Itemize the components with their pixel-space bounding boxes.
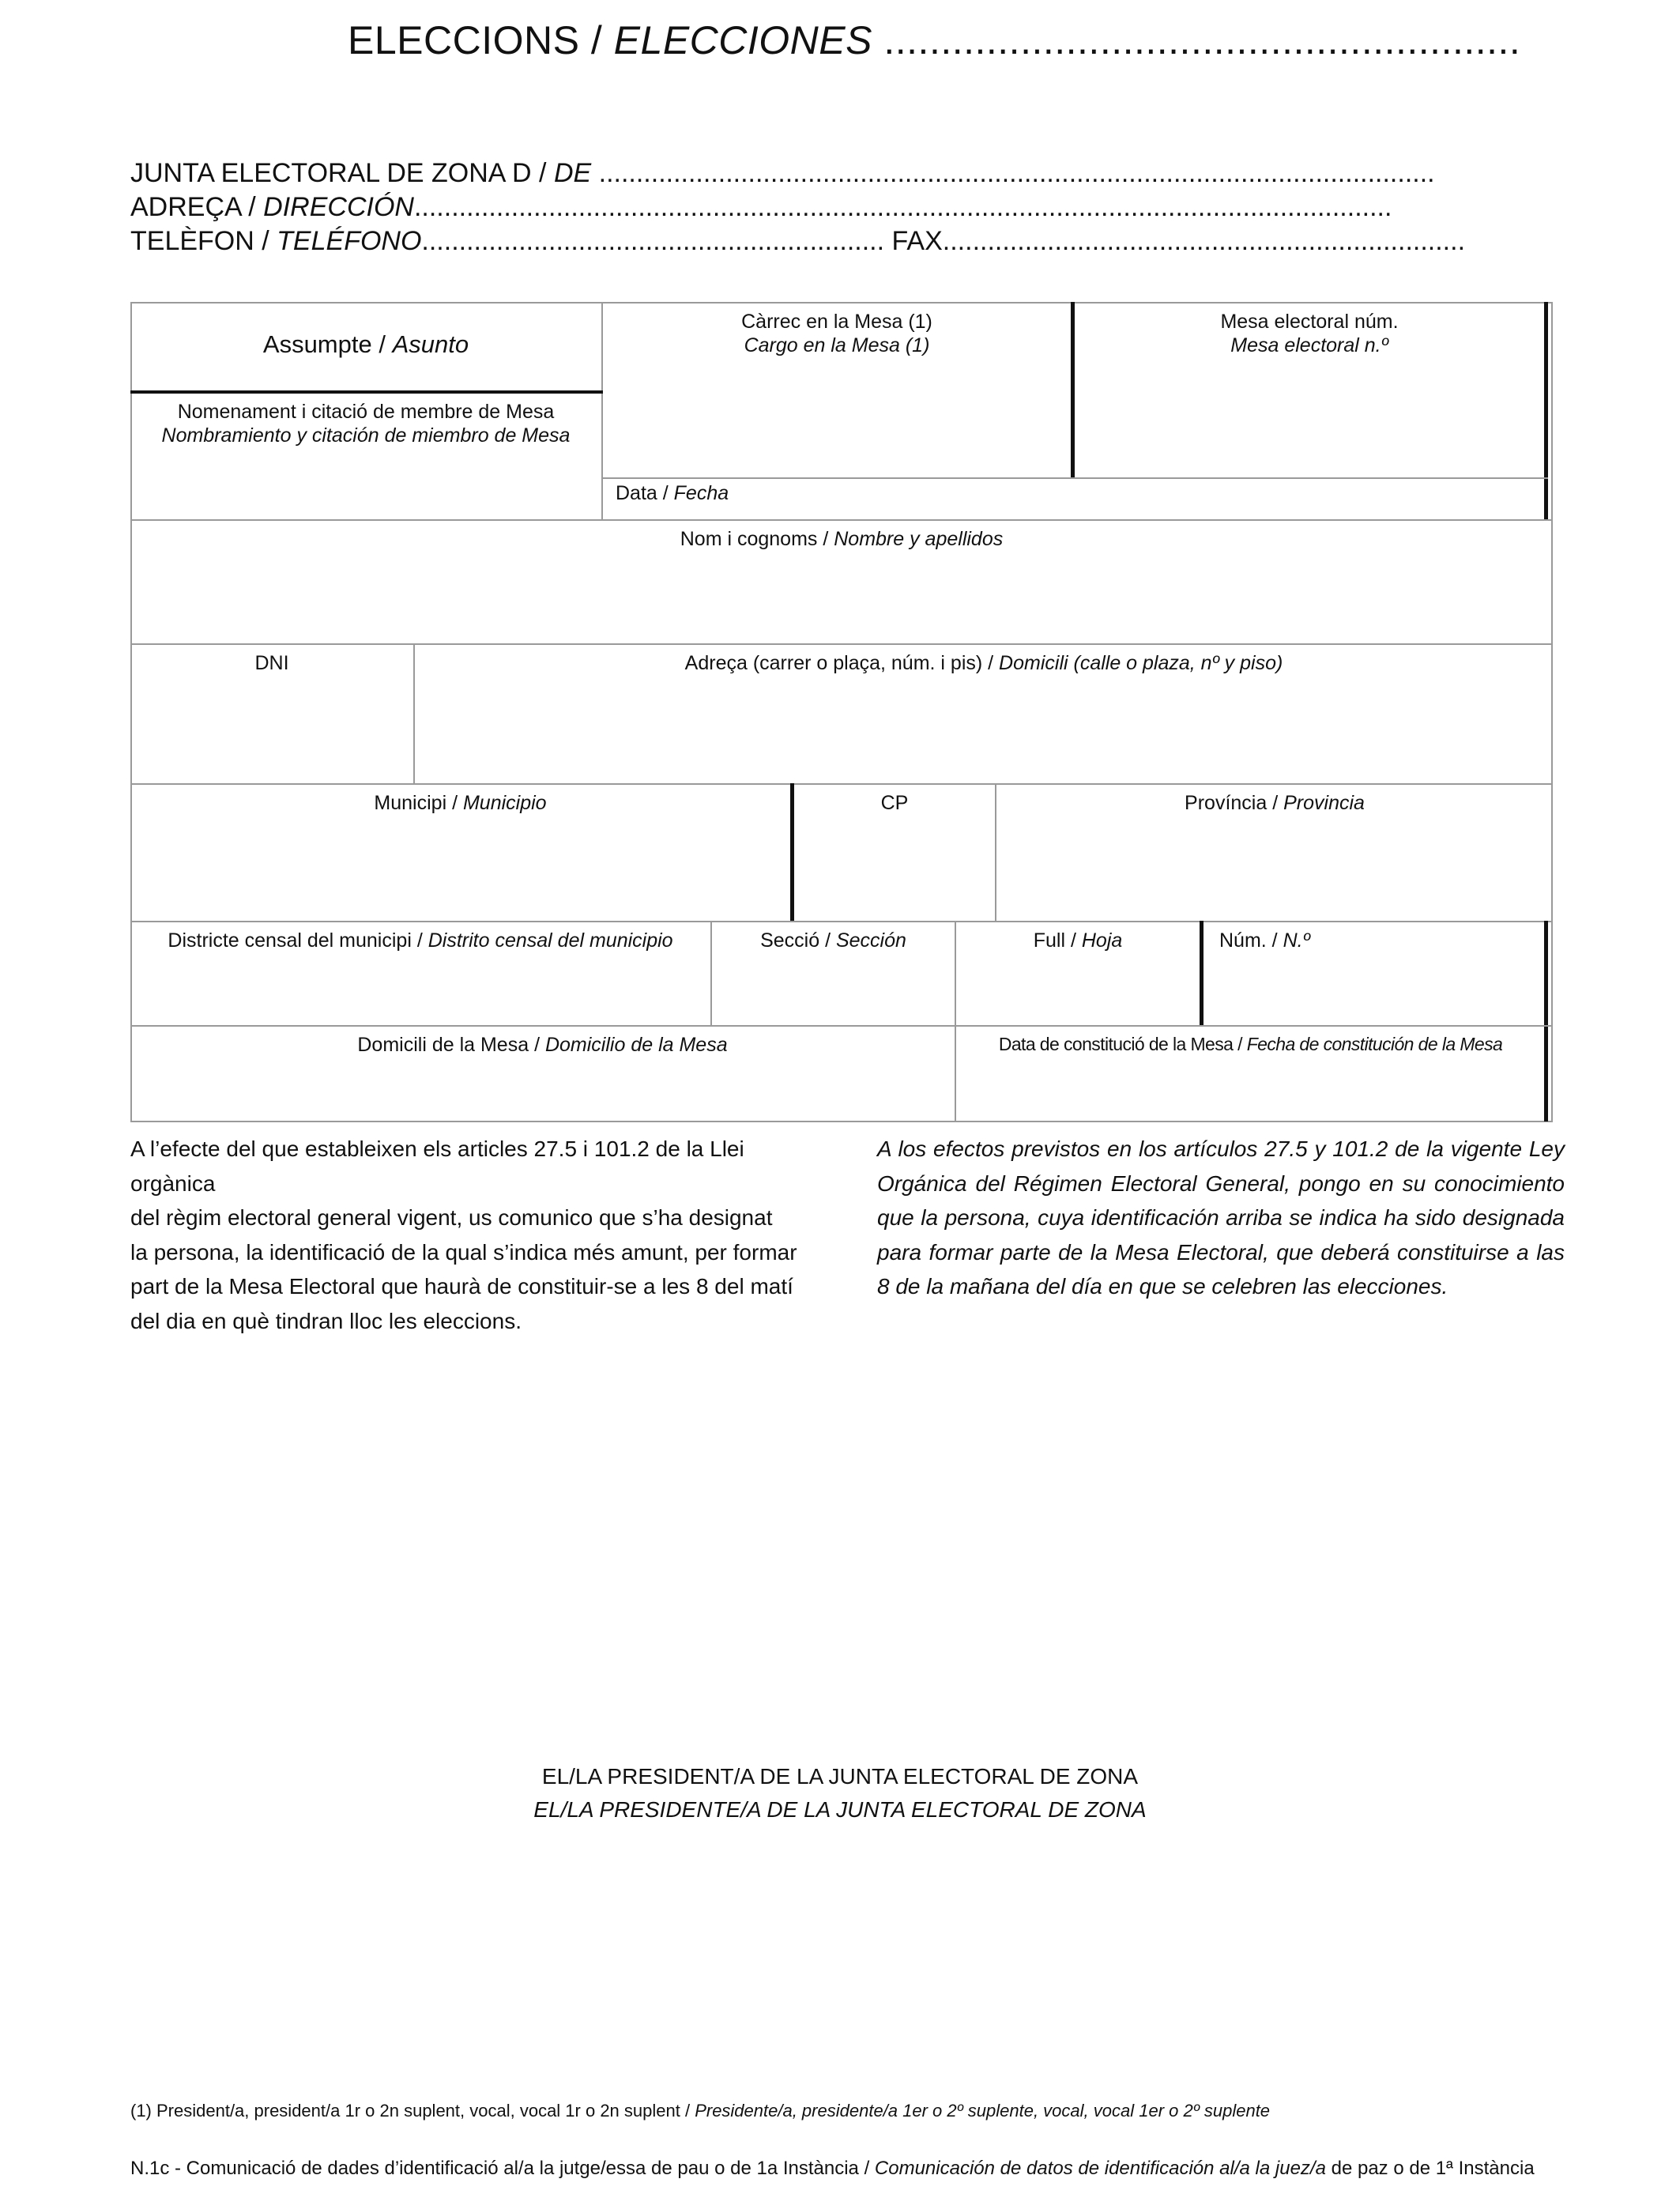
mesa-num-label [1072, 310, 1546, 357]
fax-label: FAX [884, 226, 943, 256]
asunto-underline [130, 390, 603, 394]
fax-dots: ...................................................................... [942, 226, 1466, 256]
junta-separator: / [531, 158, 554, 188]
row-line-3 [130, 783, 1553, 785]
election-title [348, 17, 1520, 63]
data-sep: / [657, 482, 674, 504]
telefon-separator: / [254, 226, 277, 256]
adreca-label [415, 652, 1553, 675]
row-line-2 [130, 643, 1553, 645]
paragraph-ca-line: del dia en què tindran lloc les eleccions. [130, 1308, 522, 1333]
provincia-label [996, 792, 1553, 815]
full-es: Hoja [1081, 929, 1123, 952]
mesa-num-es: Mesa electoral n.º [1230, 334, 1388, 356]
divider-num-right [1544, 921, 1548, 1122]
nom-ca: Nom i cognoms [680, 528, 818, 550]
carrec-es: Cargo en la Mesa (1) [744, 334, 930, 356]
row-line-1 [130, 519, 1553, 521]
nom-label [130, 528, 1553, 551]
municipi-sep: / [446, 792, 463, 814]
seccio-ca: Secció [760, 929, 820, 952]
districte-label [130, 929, 710, 952]
paragraph-es: A los efectos previstos en los artículos 27.5 y 101.2 de la vigente Ley Orgánica del Régimen Electoral General, pongo en su conocimiento que la persona, cuya identificación arriba se indica ha sido designada para formar parte de la Mesa Electoral, que deberá constituirse a las 8 de la mañana del día en que se celebren las elecciones. [877, 1137, 1565, 1299]
num-sep: / [1266, 929, 1283, 952]
header-adreca [130, 192, 1392, 223]
paragraph-ca-line: del règim electoral general vigent, us comunico que s’ha designat [130, 1205, 773, 1230]
seccio-label [712, 929, 955, 952]
provincia-ca: Província [1185, 792, 1268, 814]
provincia-es: Provincia [1283, 792, 1365, 814]
telefon-dots: .............................................................. [421, 226, 885, 256]
asunto-es: Asunto [392, 330, 469, 358]
signature-ca: EL/LA PRESIDENT/A DE LA JUNTA ELECTORAL DE ZONA [541, 1764, 1139, 1789]
provincia-sep: / [1267, 792, 1284, 814]
num-es: N.º [1283, 929, 1310, 952]
full-sep: / [1065, 929, 1082, 952]
carrec-ca: Càrrec en la Mesa (1) [741, 311, 932, 333]
data-ca: Data [616, 482, 657, 504]
adreca-ca: ADREÇA [130, 192, 241, 222]
divider-full [1200, 921, 1203, 1026]
title-es: ELECCIONES [613, 18, 872, 62]
nomenament-label [130, 400, 601, 447]
row-line-5 [130, 1025, 1553, 1027]
data-constitucio-es: Fecha de constitución de la Mesa [1246, 1034, 1503, 1054]
domicili-mesa-ca: Domicili de la Mesa [357, 1034, 529, 1056]
title-dots: ........................................................ [872, 18, 1521, 62]
data-label [616, 482, 729, 505]
footnote-ca: (1) President/a, president/a 1r o 2n suplent, vocal, vocal 1r o 2n suplent / [130, 2101, 695, 2120]
dni-label: DNI [254, 652, 289, 674]
form-code-ca: N.1c - Comunicació de dades d’identificació al/a la jutge/essa de pau o de 1a Instància / [130, 2158, 875, 2179]
nomenament-es: Nombramiento y citación de miembro de Mesa [161, 424, 571, 447]
adreca-field-es: Domicili (calle o plaza, nº y piso) [999, 652, 1283, 674]
seccio-es: Sección [835, 929, 906, 952]
title-separator: / [579, 18, 614, 62]
signature-es: EL/LA PRESIDENTE/A DE LA JUNTA ELECTORAL DE ZONA [533, 1797, 1147, 1822]
data-constitucio-label [956, 1034, 1545, 1055]
nom-es: Nombre y apellidos [834, 528, 1004, 550]
data-top-line [601, 477, 1548, 479]
nom-sep: / [817, 528, 834, 550]
adreca-field-ca: Adreça (carrer o plaça, núm. i pis) [684, 652, 983, 674]
junta-es: DE [553, 158, 592, 188]
footnote-es: Presidente/a, presidente/a 1er o 2º suplente, vocal, vocal 1er o 2º suplente [695, 2101, 1271, 2120]
carrec-label [601, 310, 1072, 357]
header-telefon [130, 226, 1465, 257]
telefon-ca: TELÈFON [130, 226, 254, 256]
telefon-es: TELÉFONO [277, 226, 422, 256]
asunto-ca: Assumpte [262, 330, 372, 358]
form-top-border [130, 302, 1551, 303]
form-right-border [1551, 302, 1553, 1122]
form-code-tail: de paz o de 1ª Instància [1325, 2158, 1535, 2179]
header-junta [130, 158, 1435, 189]
footnote [130, 2101, 1270, 2121]
paragraph-ca-line: part de la Mesa Electoral que haurà de constituir-se a les 8 del matí [130, 1274, 793, 1299]
districte-es: Distrito censal del municipio [428, 929, 673, 952]
domicili-mesa-es: Domicilio de la Mesa [544, 1034, 728, 1056]
adreca-field-sep: / [982, 652, 1000, 674]
form-code [130, 2158, 1535, 2180]
adreca-es: DIRECCIÓN [263, 192, 414, 222]
seccio-sep: / [819, 929, 836, 952]
nomenament-ca: Nomenament i citació de membre de Mesa [177, 401, 555, 423]
junta-ca: JUNTA ELECTORAL DE ZONA D [130, 158, 532, 188]
domicili-mesa-sep: / [529, 1034, 545, 1056]
num-ca: Núm. [1219, 929, 1267, 952]
form-code-es: Comunicación de datos de identificación al/a la juez/a [874, 2158, 1326, 2179]
form-bottom-border [130, 1121, 1553, 1122]
identification-form [130, 302, 1553, 1124]
municipi-label [130, 792, 790, 815]
paragraph-ca [130, 1132, 826, 1338]
mesa-num-ca: Mesa electoral núm. [1220, 311, 1399, 333]
cp-label: CP [880, 792, 909, 814]
data-constitucio-ca: Data de constitució de la Mesa [998, 1034, 1234, 1054]
municipi-es: Municipio [462, 792, 547, 814]
districte-ca: Districte censal del municipi [168, 929, 412, 952]
data-es: Fecha [673, 482, 729, 504]
adreca-separator: / [240, 192, 264, 222]
paragraph-ca-line: la persona, la identificació de la qual s’indica més amunt, per formar [130, 1239, 797, 1265]
row-line-4 [130, 921, 1553, 922]
districte-sep: / [411, 929, 428, 952]
num-label [1219, 929, 1310, 952]
asunto-sep: / [371, 330, 393, 358]
domicili-mesa-label [130, 1034, 955, 1057]
title-ca: ELECCIONS [348, 18, 580, 62]
municipi-ca: Municipi [374, 792, 447, 814]
junta-dots: ................................................................................................................ [591, 158, 1435, 188]
full-ca: Full [1033, 929, 1066, 952]
data-constitucio-sep: / [1233, 1034, 1247, 1054]
asunto-label [130, 330, 601, 359]
paragraph-ca-line: A l’efecte del que estableixen els articles 27.5 i 101.2 de la Llei orgànica [130, 1137, 744, 1196]
adreca-dots: ................................................................................................................................... [413, 192, 1392, 222]
full-label [956, 929, 1200, 952]
